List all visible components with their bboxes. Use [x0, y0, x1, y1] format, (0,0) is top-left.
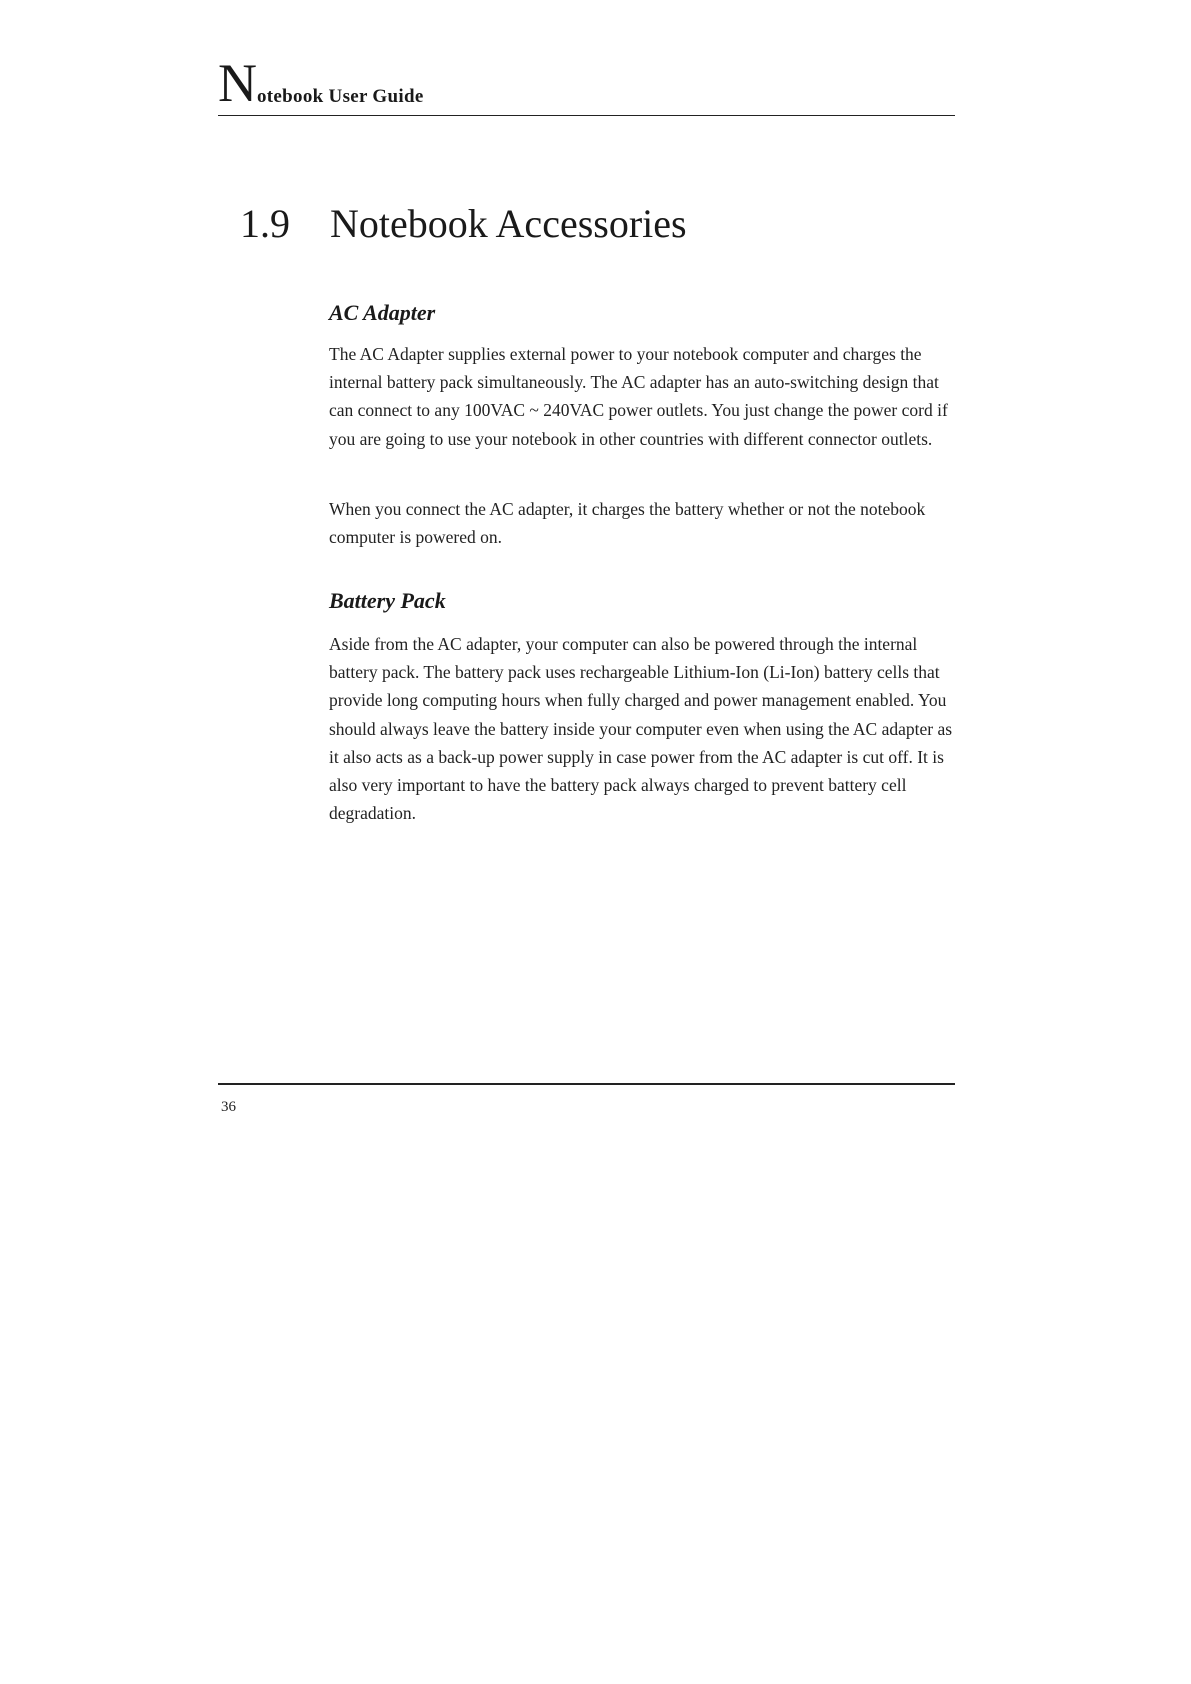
- section-title: Notebook Accessories: [330, 201, 687, 246]
- section-heading: [240, 200, 687, 248]
- header-title: otebook User Guide: [257, 86, 424, 107]
- footer-divider: [218, 1083, 955, 1085]
- paragraph-battery-pack-1: Aside from the AC adapter, your computer can also be powered through the internal battery pack. The battery pack uses rechargeable Lithium-Ion (Li-Ion) battery cells that provide long computing hours when fully charged and power management enabled. You should always leave the battery inside your computer even when using the AC adapter as it also acts as a back-up power supply in case power from the AC adapter is cut off. It is also very important to have the battery pack always charged to prevent battery cell degradation.: [329, 634, 953, 824]
- subheading-ac-adapter: AC Adapter: [329, 300, 436, 325]
- running-header: [218, 53, 955, 116]
- subheading-battery-pack: Battery Pack: [329, 588, 446, 613]
- page-number: 36: [221, 1099, 236, 1115]
- paragraph-ac-adapter-1: The AC Adapter supplies external power to your notebook computer and charges the internal battery pack simultaneously. The AC adapter has an auto-switching design that can connect to any 100VAC ~ 240VAC power outlets. You just change the power cord if you are going to use your notebook in other countries with different connector outlets.: [329, 344, 948, 449]
- header-initial: N: [218, 53, 257, 113]
- paragraph-ac-adapter-2: When you connect the AC adapter, it charges the battery whether or not the notebook computer is powered on.: [329, 499, 926, 548]
- section-number: 1.9: [240, 201, 290, 246]
- header-divider: [218, 115, 955, 116]
